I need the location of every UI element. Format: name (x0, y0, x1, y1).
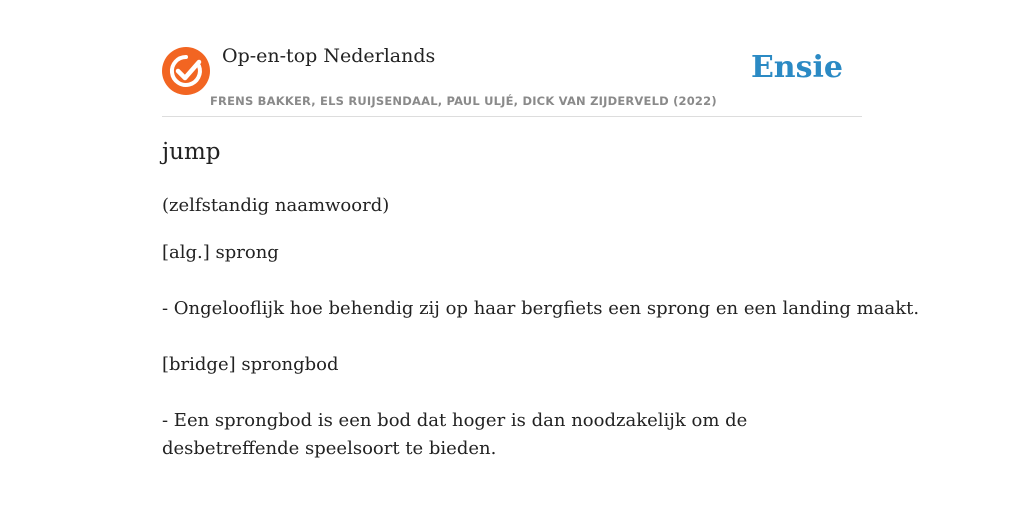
sense-example: - Ongelooflijk hoe behendig zij op haar bergfiets een sprong en een landing maakt. (162, 298, 920, 319)
brand-logo[interactable]: Ensie (750, 50, 843, 85)
source-title[interactable]: Op-en-top Nederlands (222, 45, 436, 67)
part-of-speech: (zelfstandig naamwoord) (162, 195, 390, 216)
source-authors: FRENS BAKKER, ELS RUIJSENDAAL, PAUL ULJÉ, DICK VAN ZIJDERVELD (2022) (210, 94, 717, 108)
source-header (162, 0, 862, 117)
sense-example: - Een sprongbod is een bod dat hoger is dan noodzakelijk om de desbetreffende speelsoort te bieden. (162, 410, 748, 459)
entry-card (162, 0, 920, 512)
checkmark-circle-icon[interactable] (162, 47, 210, 95)
sense-definition: [bridge] sprongbod (162, 354, 339, 375)
checkmark-icon (162, 47, 210, 95)
sense-definition: [alg.] sprong (162, 242, 279, 263)
entry-word: jump (162, 139, 221, 165)
